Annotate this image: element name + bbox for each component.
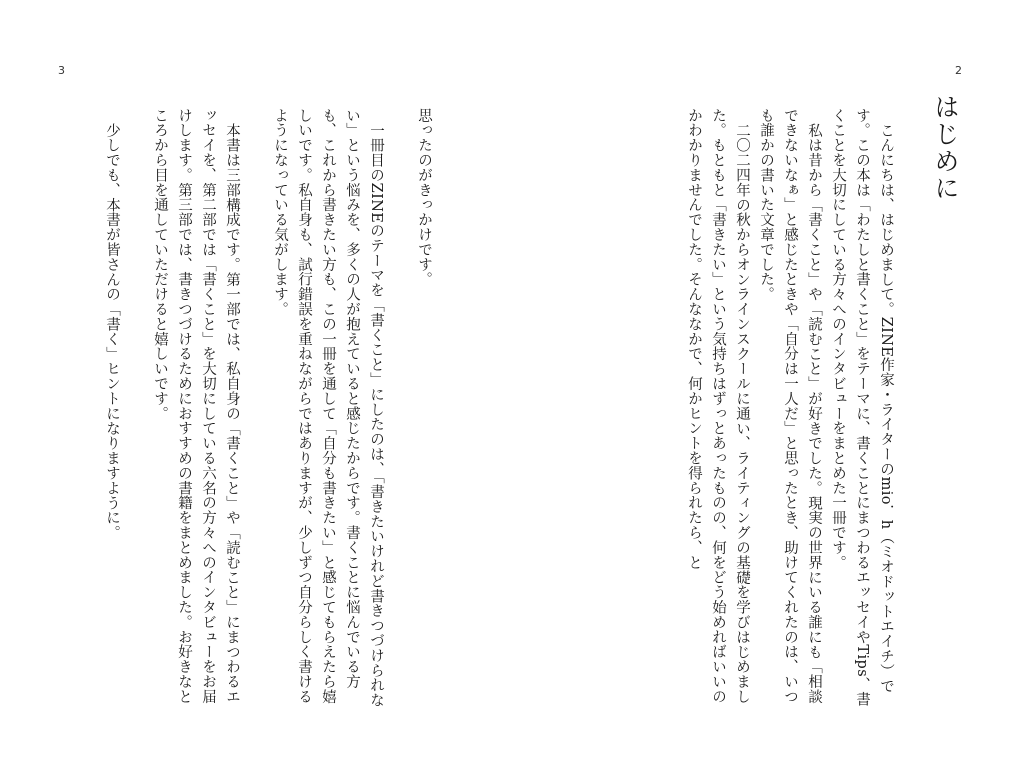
paragraph: 思ったのがきっかけです。 <box>416 108 432 287</box>
paragraph: 二〇二四年の秋からオンラインスクールに通い、ライティングの基礎を学びはじめました。もともと「書きたい」という気持ちはずっとあったものの、何をどう始めればいいのかわかりませんでした。そんななかで、何かヒントを得られたら、と <box>686 108 750 704</box>
right-page-body <box>598 108 898 708</box>
paragraph: 一冊目のZINEのテーマを「書くこと」にしたのは、「書きたいけれど書きつづけられない」という悩みを、多くの人が抱えていると感じたからです。書くことに悩んでいる方も、これから書きたい方も、この一冊を通して「自分も書きたい」と感じてもらえたら嬉しいです。私自身も、試行錯誤を重ねながらではありますが、少しずつ自分らしく書けるようになっている気がします。 <box>272 108 384 708</box>
page-number-left: 3 <box>58 64 65 77</box>
page-number-right: 2 <box>955 64 962 77</box>
paragraph: 本書は三部構成です。第一部では、私自身の「書くこと」や「読むこと」にまつわるエッセイを、第二部では「書くこと」を大切にしている六名の方々へのインタビューをお届けします。第三部では、書きつづけるためにおすすめの書籍をまとめました。お好きなところから目を通していただけると嬉しいです。 <box>152 108 240 704</box>
paragraph: こんにちは、はじめまして。ZINE作家・ライターのmio．h（ミオドットエイチ）です。この本は「わたしと書くこと」をテーマに、書くことにまつわるエッセイやTips、書くことを大切にしている方々へのインタビューをまとめた一冊です。 <box>830 108 894 707</box>
paragraph: 少しでも、本書が皆さんの「書く」ヒントになりますように。 <box>104 122 120 540</box>
blank-line <box>124 108 148 708</box>
paragraph: 私は昔から「書くこと」や「読むこと」が好きでした。現実の世界にいる誰にも「相談できないなぁ」と感じたときや「自分は一人だ」と思ったとき、助けてくれたのは、いつも誰かの書いた文章でした。 <box>758 108 822 704</box>
chapter-title: はじめに <box>931 94 960 202</box>
blank-line <box>244 108 268 708</box>
left-page-body <box>46 108 436 708</box>
blank-line <box>388 108 412 708</box>
